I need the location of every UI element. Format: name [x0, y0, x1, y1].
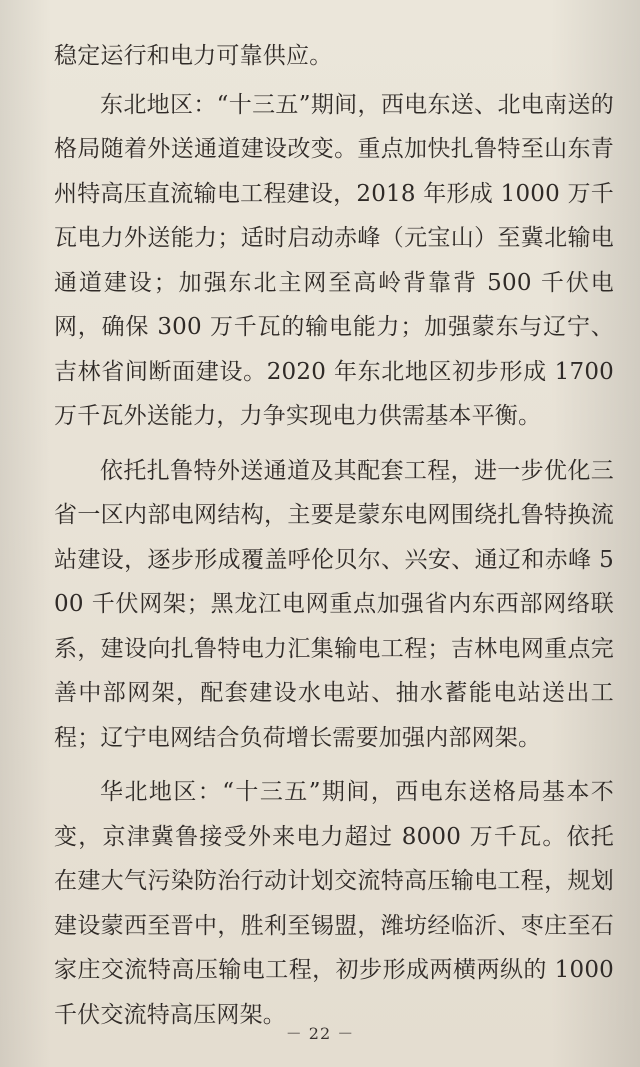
- paragraph-continuation: 稳定运行和电力可靠供应。: [54, 43, 333, 69]
- page-number: － 22 －: [285, 1024, 355, 1043]
- paragraph-north-china-region: 华北地区：“十三五”期间，西电东送格局基本不变，京津冀鲁接受外来电力超过 8000 万千瓦。依托在建大气污染防治行动计划交流特高压输电工程，规划建设蒙西至晋中，胜利至锡盟，潍坊经临沂、枣庄至石家庄交流特高压输电工程，初步形成两横两纵的 1000 千伏交流特高压网架。: [54, 779, 614, 1028]
- paragraph-northeast-region: 东北地区：“十三五”期间，西电东送、北电南送的格局随着外送通道建设改变。重点加快扎鲁特至山东青州特高压直流输电工程建设，2018 年形成 1000 万千瓦电力外送能力；适时启动赤峰（元宝山）至冀北输电通道建设；加强东北主网至高岭背靠背 500 千伏电网，确保 300 万千瓦的输电能力；加强蒙东与辽宁、吉林省间断面建设。2020 年东北地区初步形成 1700 万千瓦外送能力，力争实现电力供需基本平衡。: [54, 91, 614, 429]
- paragraph-grid-optimization: 依托扎鲁特外送通道及其配套工程，进一步优化三省一区内部电网结构，主要是蒙东电网围绕扎鲁特换流站建设，逐步形成覆盖呼伦贝尔、兴安、通辽和赤峰 500 千伏网架；黑龙江电网重点加强省内东西部网络联系，建设向扎鲁特电力汇集输电工程；吉林电网重点完善中部网架，配套建设水电站、抽水蓄能电站送出工程；辽宁电网结合负荷增长需要加强内部网架。: [54, 457, 614, 751]
- document-body: [54, 34, 614, 1037]
